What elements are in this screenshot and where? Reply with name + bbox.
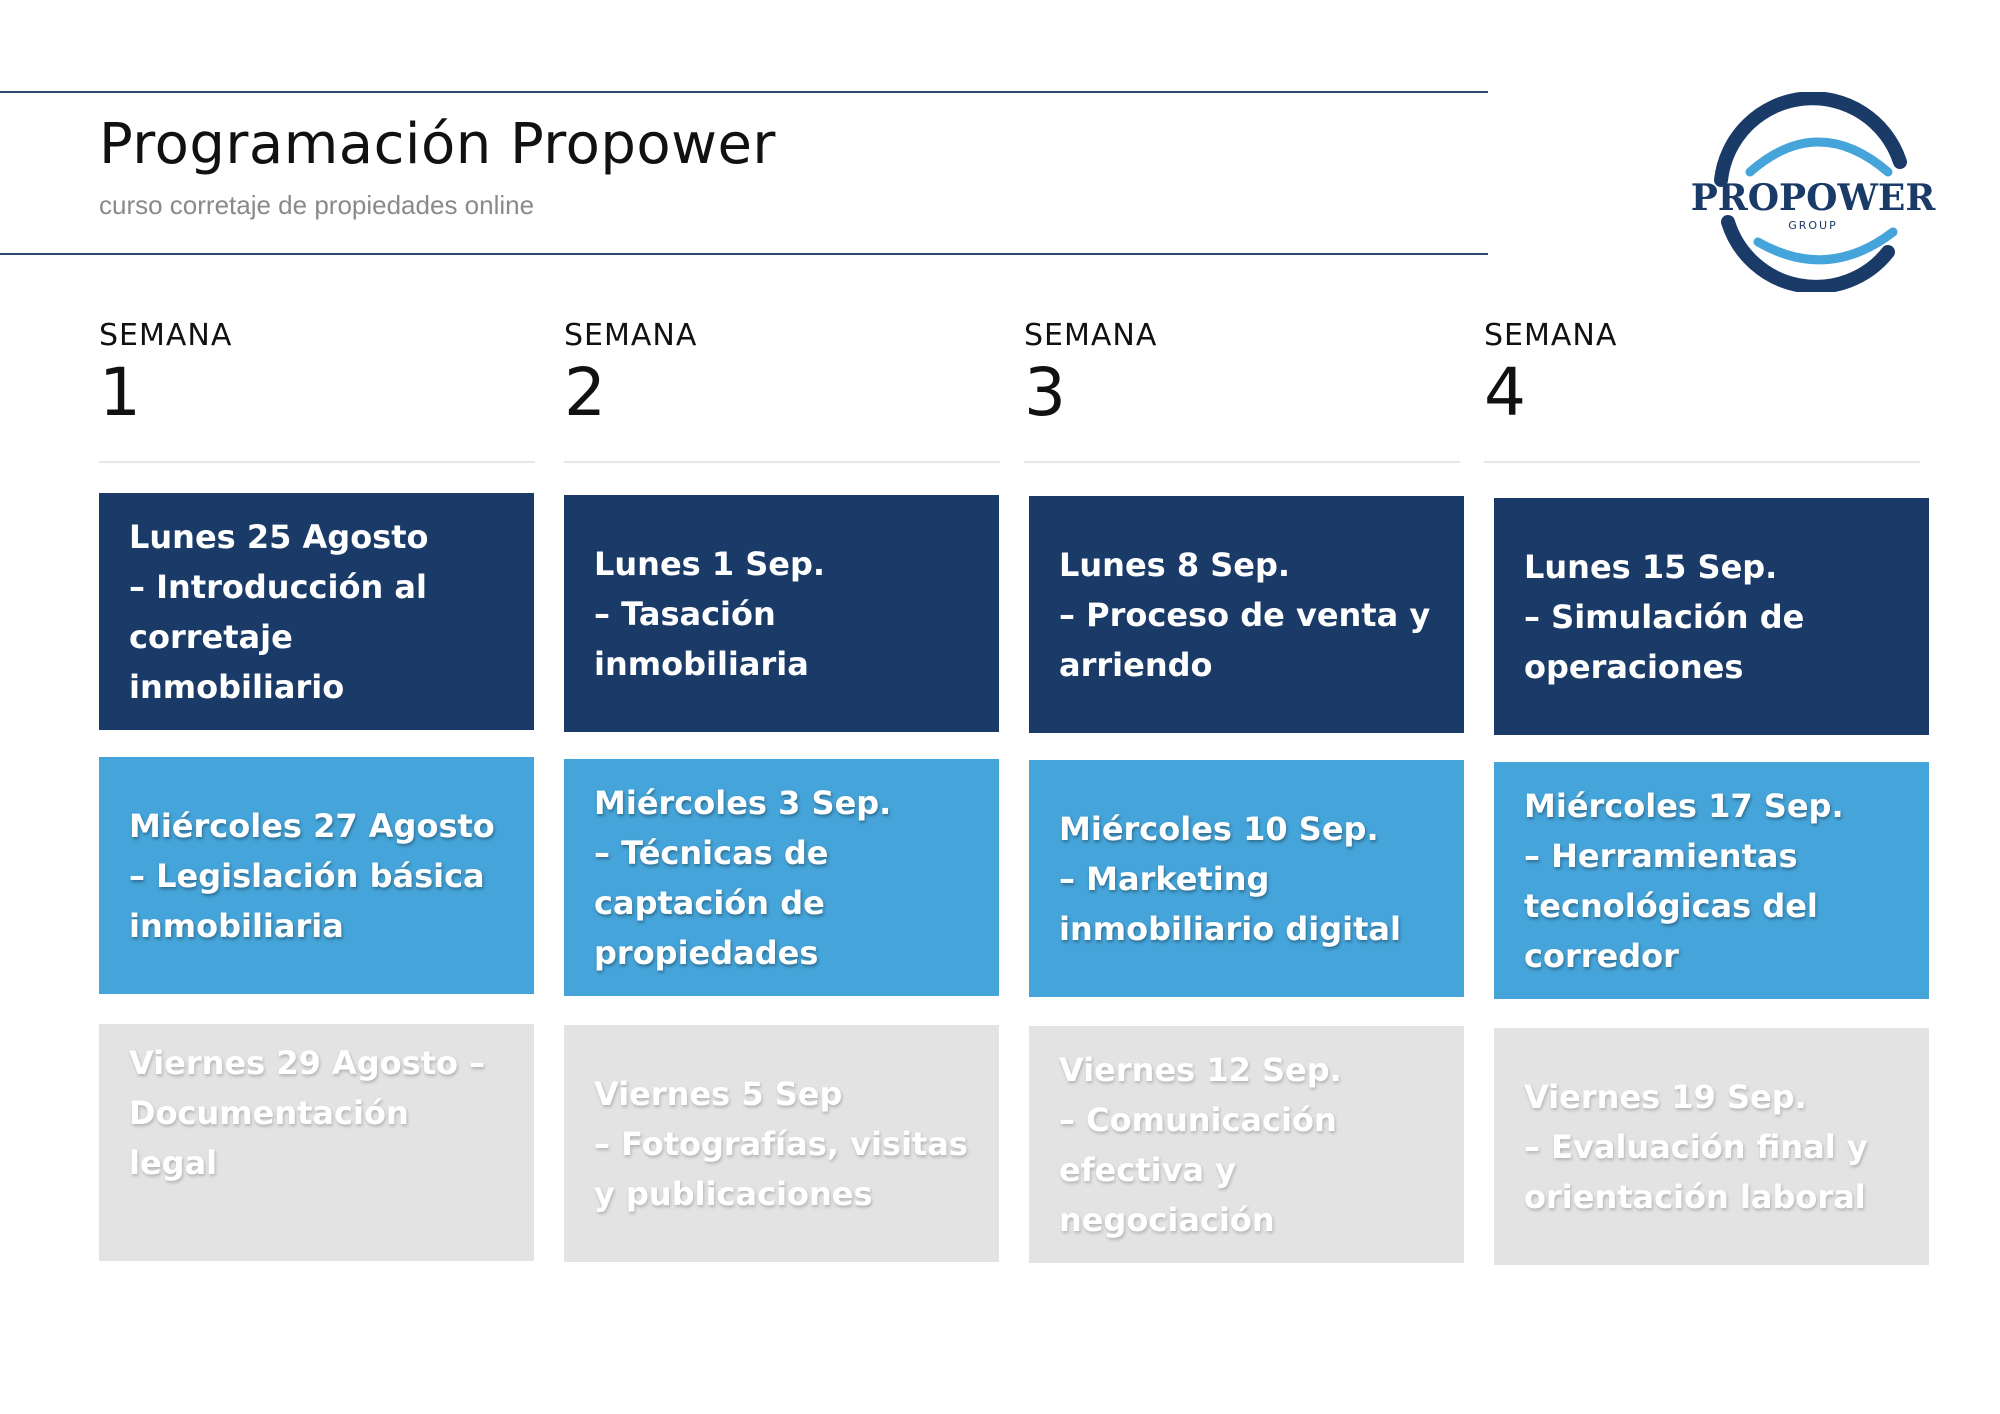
week-3-header — [1024, 318, 1460, 431]
session-text: Miércoles 27 Agosto – Legislación básica inmobiliaria — [129, 806, 495, 945]
session-card-wednesday — [1029, 760, 1464, 997]
week-number: 2 — [564, 354, 606, 431]
session-card-friday — [99, 1024, 534, 1261]
session-text: Viernes 5 Sep – Fotografías, visitas y publicaciones — [594, 1074, 968, 1213]
session-card-friday — [564, 1025, 999, 1262]
session-card-wednesday — [564, 759, 999, 996]
session-card-friday — [1494, 1028, 1929, 1265]
session-text: Miércoles 3 Sep. – Técnicas de captación de propiedades — [594, 783, 892, 972]
propower-logo — [1688, 92, 1938, 292]
session-card-friday — [1029, 1026, 1464, 1263]
week-divider — [1024, 461, 1460, 463]
session-text: Miércoles 17 Sep. – Herramientas tecnológicas del corredor — [1524, 786, 1844, 975]
session-card-monday — [1029, 496, 1464, 733]
session-text: Lunes 15 Sep. – Simulación de operaciones — [1524, 547, 1805, 686]
week-4-header — [1484, 318, 1920, 431]
week-2-header — [564, 318, 1000, 431]
week-number: 4 — [1484, 354, 1526, 431]
week-number: 3 — [1024, 354, 1066, 431]
session-card-wednesday — [99, 757, 534, 994]
header-rule-top — [0, 91, 1488, 93]
week-divider — [1484, 461, 1920, 463]
session-text: Viernes 29 Agosto – Documentación legal — [129, 1043, 486, 1182]
week-number: 1 — [99, 354, 141, 431]
session-text: Viernes 19 Sep. – Evaluación final y orientación laboral — [1524, 1077, 1868, 1216]
week-label: SEMANA — [99, 318, 233, 353]
session-text: Miércoles 10 Sep. – Marketing inmobiliario digital — [1059, 809, 1401, 948]
logo-tagline: GROUP — [1788, 219, 1838, 232]
page-subtitle: curso corretaje de propiedades online — [99, 190, 535, 220]
session-text: Lunes 25 Agosto – Introducción al corretaje inmobiliario — [129, 517, 429, 706]
session-text: Viernes 12 Sep. – Comunicación efectiva y negociación — [1059, 1050, 1342, 1239]
page-title: Programación Propower — [99, 112, 776, 177]
week-label: SEMANA — [1484, 318, 1618, 353]
session-text: Lunes 1 Sep. – Tasación inmobiliaria — [594, 544, 826, 683]
week-1-header — [99, 318, 535, 431]
session-card-monday — [99, 493, 534, 730]
session-card-monday — [1494, 498, 1929, 735]
week-label: SEMANA — [564, 318, 698, 353]
week-divider — [99, 461, 535, 463]
session-card-monday — [564, 495, 999, 732]
week-label: SEMANA — [1024, 318, 1158, 353]
session-card-wednesday — [1494, 762, 1929, 999]
logo-wordmark: PROPOWER — [1690, 177, 1936, 219]
session-text: Lunes 8 Sep. – Proceso de venta y arriendo — [1059, 545, 1431, 684]
header-rule-bottom — [0, 253, 1488, 255]
week-divider — [564, 461, 1000, 463]
